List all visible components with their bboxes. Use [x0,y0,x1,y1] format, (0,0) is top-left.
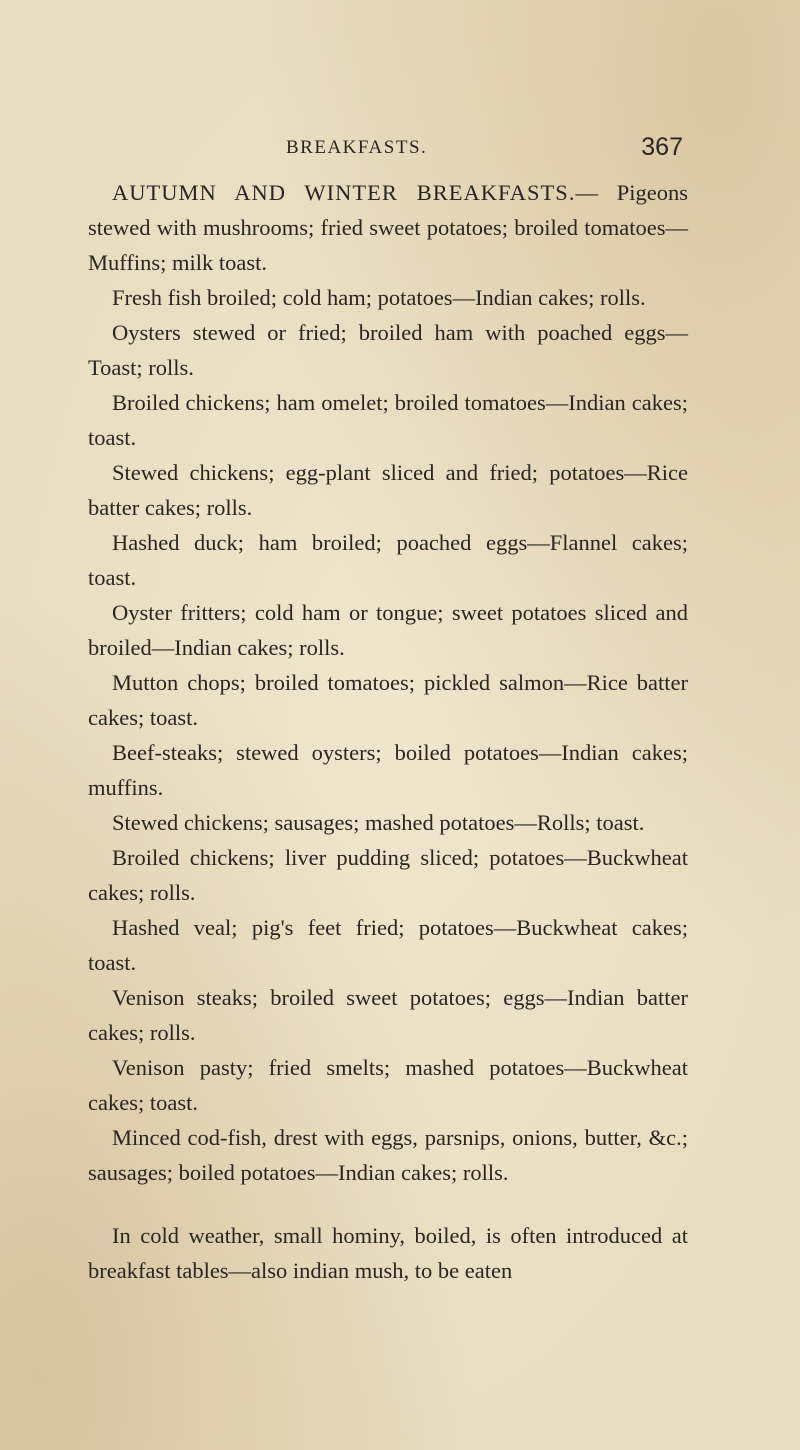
menu-item: Venison steaks; broiled sweet potatoes; eggs—Indian batter cakes; rolls. [88,985,688,1045]
menu-item: Venison pasty; fried smelts; mashed potatoes—Buckwheat cakes; toast. [88,1055,688,1115]
menu-item: Minced cod-fish, drest with eggs, parsnips, onions, butter, &c.; sausages; boiled potatoes—Indian cakes; rolls. [88,1125,688,1185]
menu-paragraph [88,280,688,315]
menu-item: Oysters stewed or fried; broiled ham with poached eggs—Toast; rolls. [88,320,688,380]
menu-item: Pigeons stewed with mushrooms; fried sweet potatoes; broiled tomatoes—Muffins; milk toast. [88,180,689,275]
section-heading: AUTUMN AND WINTER BREAKFASTS.— [112,180,599,205]
running-title: BREAKFASTS. [286,137,428,158]
menu-paragraph [88,595,688,665]
menu-item: Mutton chops; broiled tomatoes; pickled salmon—Rice batter cakes; toast. [88,670,688,730]
menu-item: Fresh fish broiled; cold ham; potatoes—Indian cakes; rolls. [112,285,646,310]
menu-item: Oyster fritters; cold ham or tongue; sweet potatoes sliced and broiled—Indian cakes; rolls. [88,600,688,660]
menu-item: Beef-steaks; stewed oysters; boiled potatoes—Indian cakes; muffins. [88,740,688,800]
menu-paragraph [88,980,688,1050]
menu-item: Hashed veal; pig's feet fried; potatoes—Buckwheat cakes; toast. [88,915,688,975]
text-body [88,175,688,1288]
menu-paragraph [88,525,688,595]
running-head [108,133,683,163]
menu-paragraph [88,315,688,385]
menu-paragraph [88,175,688,280]
menu-item: Broiled chickens; ham omelet; broiled tomatoes—Indian cakes; toast. [88,390,688,450]
menu-paragraph [88,1050,688,1120]
menu-paragraph [88,1120,688,1190]
menu-paragraph [88,840,688,910]
menu-paragraph [88,735,688,805]
menu-item: Stewed chickens; egg-plant sliced and fried; potatoes—Rice batter cakes; rolls. [88,460,688,520]
menu-paragraph [88,910,688,980]
menu-item: Stewed chickens; sausages; mashed potatoes—Rolls; toast. [112,810,645,835]
menu-paragraph [88,805,688,840]
menu-item: Hashed duck; ham broiled; poached eggs—Flannel cakes; toast. [88,530,688,590]
menu-paragraph [88,665,688,735]
menu-paragraph [88,455,688,525]
page-number: 367 [641,133,683,161]
menu-paragraph [88,385,688,455]
closing-paragraph: In cold weather, small hominy, boiled, is often introduced at breakfast tables—also indian mush, to be eaten [88,1223,688,1283]
menu-item: Broiled chickens; liver pudding sliced; potatoes—Buckwheat cakes; rolls. [88,845,688,905]
